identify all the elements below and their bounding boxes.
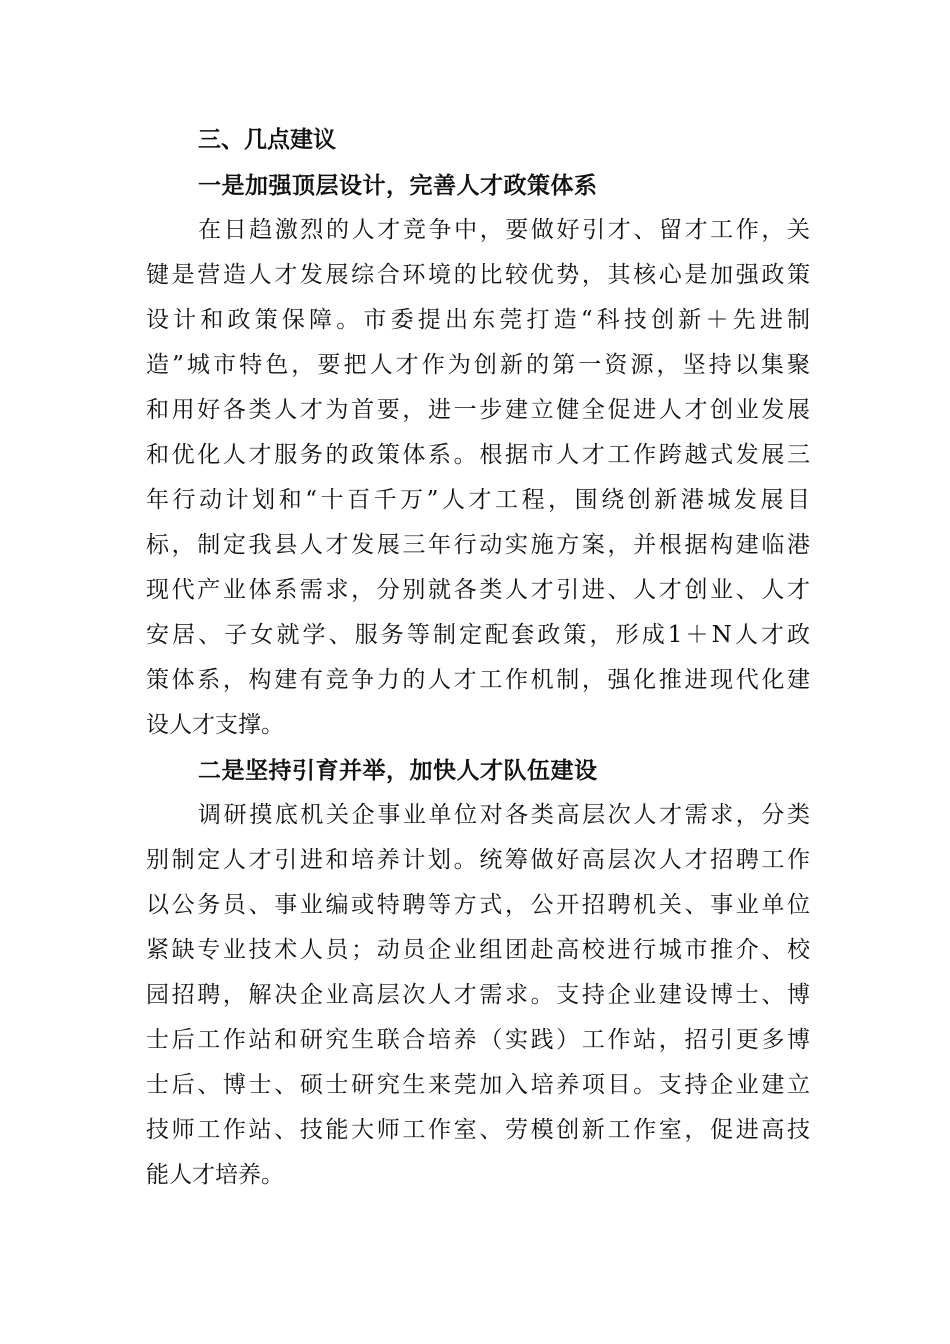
paragraph-line: 标，制定我县人才发展三年行动实施方案，并根据构建临港 xyxy=(146,532,810,558)
document-body xyxy=(146,118,810,1198)
paragraph-line: 能人才培养。 xyxy=(146,1162,284,1188)
paragraph-line: 士后、博士、硕士研究生来莞加入培养项目。支持企业建立 xyxy=(146,1072,810,1098)
paragraph-line: 现代产业体系需求，分别就各类人才引进、人才创业、人才 xyxy=(146,577,810,603)
paragraph-line: 安居、子女就学、服务等制定配套政策，形成1＋N人才政 xyxy=(146,622,810,648)
paragraph-line: 在日趋激烈的人才竞争中，要做好引才、留才工作，关 xyxy=(198,217,810,243)
paragraph-line: 别制定人才引进和培养计划。统筹做好高层次人才招聘工作 xyxy=(146,847,810,873)
paragraph-line: 和用好各类人才为首要，进一步建立健全促进人才创业发展 xyxy=(146,397,810,423)
paragraph-line: 和优化人才服务的政策体系。根据市人才工作跨越式发展三 xyxy=(146,442,810,468)
paragraph-line: 园招聘，解决企业高层次人才需求。支持企业建设博士、博 xyxy=(146,982,810,1008)
paragraph-line: 策体系，构建有竞争力的人才工作机制，强化推进现代化建 xyxy=(146,667,810,693)
paragraph-line: 造”城市特色，要把人才作为创新的第一资源，坚持以集聚 xyxy=(146,352,810,378)
paragraph-line: 紧缺专业技术人员；动员企业组团赴高校进行城市推介、校 xyxy=(146,937,810,963)
paragraph-line: 设人才支撑。 xyxy=(146,712,284,738)
subsection-title-1: 一是加强顶层设计，完善人才政策体系 xyxy=(198,172,598,199)
paragraph-line: 年行动计划和“十百千万”人才工程，围绕创新港城发展目 xyxy=(146,487,810,513)
paragraph-1 xyxy=(146,208,810,748)
paragraph-line: 调研摸底机关企事业单位对各类高层次人才需求，分类 xyxy=(198,802,810,828)
paragraph-line: 士后工作站和研究生联合培养（实践）工作站，招引更多博 xyxy=(146,1027,810,1053)
paragraph-line: 技师工作站、技能大师工作室、劳模创新工作室，促进高技 xyxy=(146,1117,810,1143)
subsection-title-2: 二是坚持引育并举，加快人才队伍建设 xyxy=(198,757,598,784)
paragraph-line: 以公务员、事业编或特聘等方式，公开招聘机关、事业单位 xyxy=(146,892,810,918)
paragraph-line: 键是营造人才发展综合环境的比较优势，其核心是加强政策 xyxy=(146,262,810,288)
paragraph-line: 设计和政策保障。市委提出东莞打造“科技创新＋先进制 xyxy=(146,307,810,333)
paragraph-2 xyxy=(146,793,810,1198)
section-title: 三、几点建议 xyxy=(198,127,336,153)
